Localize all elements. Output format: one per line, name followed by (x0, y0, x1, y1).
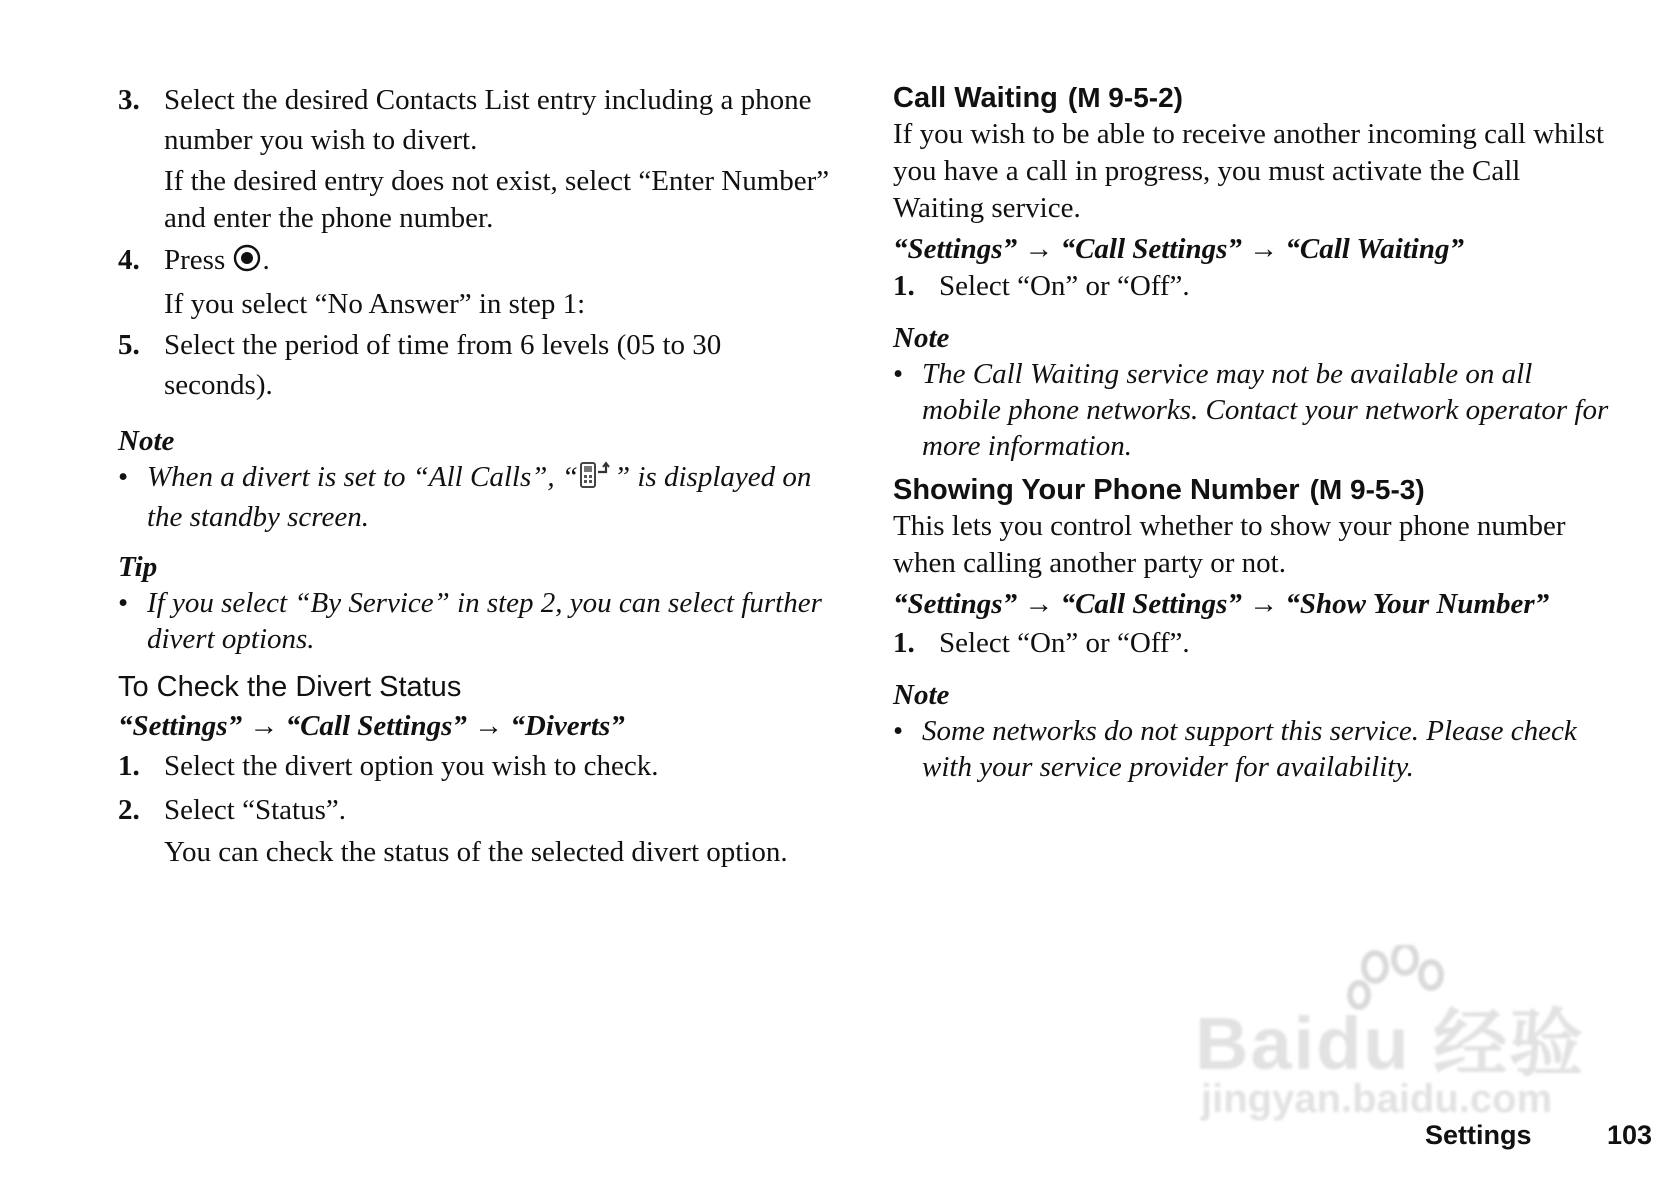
call-waiting-path: “Settings” → “Call Settings” → “Call Waiting” (893, 233, 1464, 265)
call-waiting-body: If you wish to be able to receive another incoming call whilst you have a call in progress, you must activate the Call Waiting service. (893, 118, 1605, 224)
step-number: 1. (118, 750, 140, 782)
section-title: Call Waiting (893, 82, 1058, 114)
show-number-step-1 (893, 623, 1613, 663)
show-number-note-bullet (893, 713, 1613, 785)
check-step-1 (118, 746, 830, 786)
show-number-path: “Settings” → “Call Settings” → “Show Your Number” (893, 588, 1550, 620)
check-divert-heading: To Check the Divert Status (118, 671, 462, 703)
note-text-part1: When a divert is set to “All Calls”, “ (147, 461, 578, 493)
call-waiting-heading (893, 80, 1613, 116)
show-number-note-heading: Note (893, 679, 950, 711)
tip-text: If you select “By Service” in step 2, you can select further divert options. (147, 587, 822, 655)
divert-phone-icon (578, 460, 614, 499)
call-waiting-note-heading: Note (893, 322, 950, 354)
footer-section-label: Settings (1425, 1120, 1532, 1150)
step-5 (118, 325, 830, 405)
note-bullet (118, 459, 830, 535)
bullet-dot: • (893, 715, 904, 747)
tip-bullet (118, 585, 830, 657)
check-step-2-subtext: You can check the status of the selected divert option. (164, 836, 788, 868)
call-waiting-note-bullet (893, 356, 1613, 464)
bullet-dot: • (118, 461, 129, 493)
step-text-period: . (262, 244, 270, 276)
step-text: Select the divert option you wish to check. (164, 750, 659, 782)
step-text: Select the period of time from 6 levels (05 to 30 seconds). (164, 329, 722, 401)
page-number: 103 (1607, 1120, 1653, 1150)
note-heading: Note (118, 425, 175, 457)
left-column (118, 80, 830, 871)
step-text: Select “On” or “Off”. (939, 627, 1190, 659)
menu-code: (M 9-5-3) (1309, 474, 1425, 505)
watermark-url: jingyan.baidu.com (1201, 1077, 1553, 1121)
step-number: 3. (118, 84, 140, 116)
step-number: 5. (118, 329, 140, 361)
tip-heading: Tip (118, 551, 158, 583)
baidu-watermark (1195, 945, 1595, 1135)
bullet-dot: • (893, 358, 904, 390)
step-number: 1. (893, 627, 915, 659)
step-text: Select the desired Contacts List entry including a phone number you wish to divert. (164, 84, 812, 156)
step-text: Press (164, 244, 226, 276)
step-4 (118, 240, 830, 284)
menu-code: (M 9-5-2) (1067, 82, 1183, 113)
note-text: Some networks do not support this service. Please check with your service provider for availability. (922, 715, 1577, 783)
section-title: Showing Your Phone Number (893, 474, 1300, 506)
show-number-heading (893, 472, 1613, 508)
step-3-subtext: If the desired entry does not exist, select “Enter Number” and enter the phone number. (164, 165, 830, 234)
step-number: 4. (118, 244, 140, 276)
right-column (893, 80, 1613, 785)
show-number-body: This lets you control whether to show your phone number when calling another party or not. (893, 510, 1566, 579)
note-text: The Call Waiting service may not be available on all mobile phone networks. Contact your network operator for more information. (922, 358, 1609, 462)
step-3 (118, 80, 830, 160)
step-4-subtext: If you select “No Answer” in step 1: (164, 288, 586, 320)
check-step-2 (118, 790, 830, 830)
step-number: 1. (893, 270, 915, 302)
watermark-brand: Baidu 经验 (1195, 1002, 1586, 1085)
step-number: 2. (118, 794, 140, 826)
step-text: Select “Status”. (164, 794, 347, 826)
note-text-part2: ” is displayed on the standby screen. (147, 461, 812, 533)
check-divert-path: “Settings” → “Call Settings” → “Diverts” (118, 710, 625, 742)
center-key-icon (232, 243, 262, 284)
call-waiting-step-1 (893, 266, 1613, 306)
bullet-dot: • (118, 587, 129, 619)
step-text: Select “On” or “Off”. (939, 270, 1190, 302)
